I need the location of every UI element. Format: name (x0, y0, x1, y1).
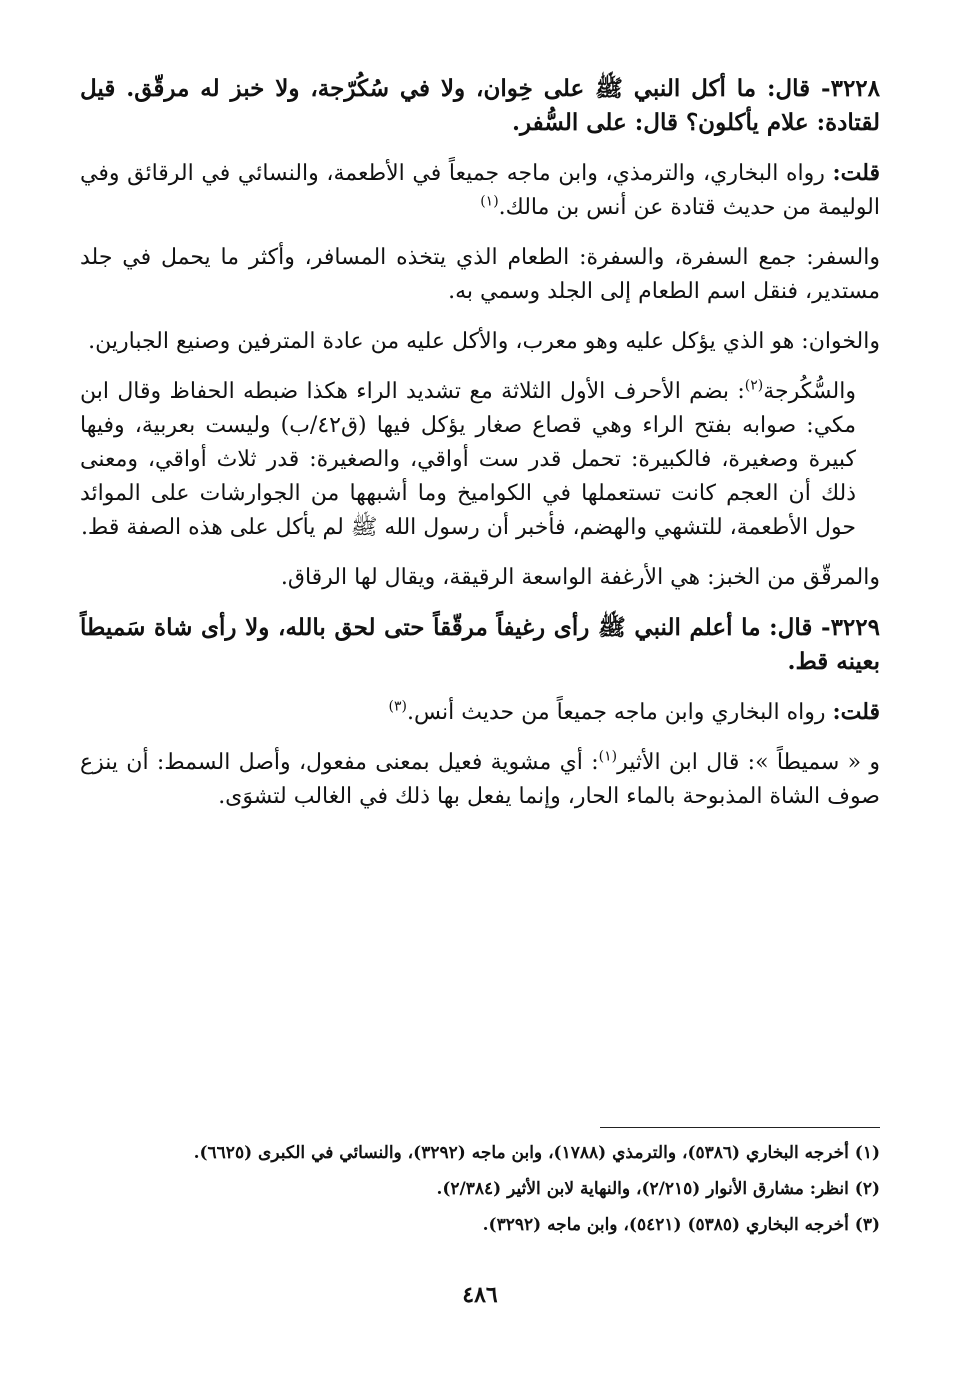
paragraph-text: والخوان: هو الذي يؤكل عليه وهو معرب، والأكل عليه من عادة المترفين وصنيع الجبارين. (88, 329, 880, 354)
hadith-text: قال: ما أكل النبي ﷺ على خِوان، ولا في سُكُرّجة، ولا خبز له مرقّق. قيل لقتادة: علام يأكلون؟ قال: على السُّفر. (80, 75, 880, 136)
footnotes (80, 1143, 880, 1251)
page-body (80, 72, 880, 830)
paragraph-text: : بضم الأحرف الأول الثلاثة مع تشديد الراء هكذا ضبطه الحفاظ وقال ابن مكي: صوابه بفتح الراء وهي قصاع صغار يؤكل فيها (ق٤٢/ب) وليست بعربية، وفيها كبيرة وصغيرة، فالكبيرة: تحمل قدر ست أواقي، والصغيرة: قدر ثلاث أواقي، ومعنى ذلك أن العجم كانت تستعملها في الكواميخ وما أشبهها من الجوارشات على الموائد حول الأطعمة، للتشهي والهضم، فأخبر أن رسول الله ﷺ لم يأكل على هذه الصفة قط. (80, 379, 856, 540)
commentary-paragraph (80, 156, 880, 225)
paragraph-text: رواه البخاري وابن ماجه جميعاً من حديث أنس. (406, 700, 826, 725)
footnote: (١) أخرجه البخاري (٥٣٨٦)، والترمذي (١٧٨٨)، وابن ماجه (٣٢٩٢)، والنسائي في الكبرى (٦٦٢٥). (193, 1143, 880, 1163)
hadith-3228 (80, 72, 880, 140)
footnote-ref: (٢) (744, 377, 764, 394)
footnote-ref: (٣) (388, 698, 407, 715)
commentary-paragraph (80, 561, 880, 595)
paragraph-text: : أي مشوية فعيل بمعنى مفعول، وأصل السمط: أن ينزع صوف الشاة المذبوحة بالماء الحار، وإنما يفعل بها ذلك في الغالب لتشوَى. (80, 750, 880, 809)
commentary-paragraph (80, 375, 880, 545)
hadith-number: ٣٢٢٨- (821, 75, 881, 102)
paragraph-text: والمرقّق من الخبز: هي الأرغفة الواسعة الرقيقة، ويقال لها الرقاق. (280, 565, 880, 590)
hadith-text: قال: ما أعلم النبي ﷺ رأى رغيفاً مرقّقاً حتى لحق بالله، ولا رأى شاة سَميطاً بعينه قط. (80, 614, 880, 675)
page-number: ٤٨٦ (462, 1282, 498, 1308)
paragraph-lead: و « سميطاً »: قال ابن الأثير (617, 750, 881, 775)
hadith-number: ٣٢٢٩- (821, 614, 880, 641)
footnote: (٢) انظر: مشارق الأنوار (٢/٢١٥)، والنهاية لابن الأثير (٢/٣٨٤). (436, 1179, 880, 1199)
footnote: (٣) أخرجه البخاري (٥٣٨٥) (٥٤٢١)، وابن ماجه (٣٢٩٢). (482, 1215, 880, 1235)
paragraph-text: والسفر: جمع السفرة، والسفرة: الطعام الذي يتخذه المسافر، وأكثر ما يحمل في جلد مستدير، فنقل اسم الطعام إلى الجلد وسمي به. (80, 245, 880, 304)
hadith-3229 (80, 611, 880, 679)
commentary-paragraph (80, 325, 880, 359)
qultu-label: قلت: (832, 699, 880, 725)
commentary-paragraph (80, 241, 880, 309)
footnote-ref: (١) (598, 748, 618, 765)
footnote-ref: (١) (480, 193, 499, 210)
paragraph-lead: والسُّكُرجة (763, 379, 856, 404)
paragraph-text: رواه البخاري، والترمذي، وابن ماجه جميعاً في الأطعمة، والنسائي في الرقائق وفي الوليمة من حديث قتادة عن أنس بن مالك. (80, 161, 880, 220)
qultu-label: قلت: (832, 160, 880, 186)
footnote-separator (600, 1127, 880, 1128)
commentary-paragraph (80, 746, 880, 814)
commentary-paragraph (80, 695, 880, 730)
